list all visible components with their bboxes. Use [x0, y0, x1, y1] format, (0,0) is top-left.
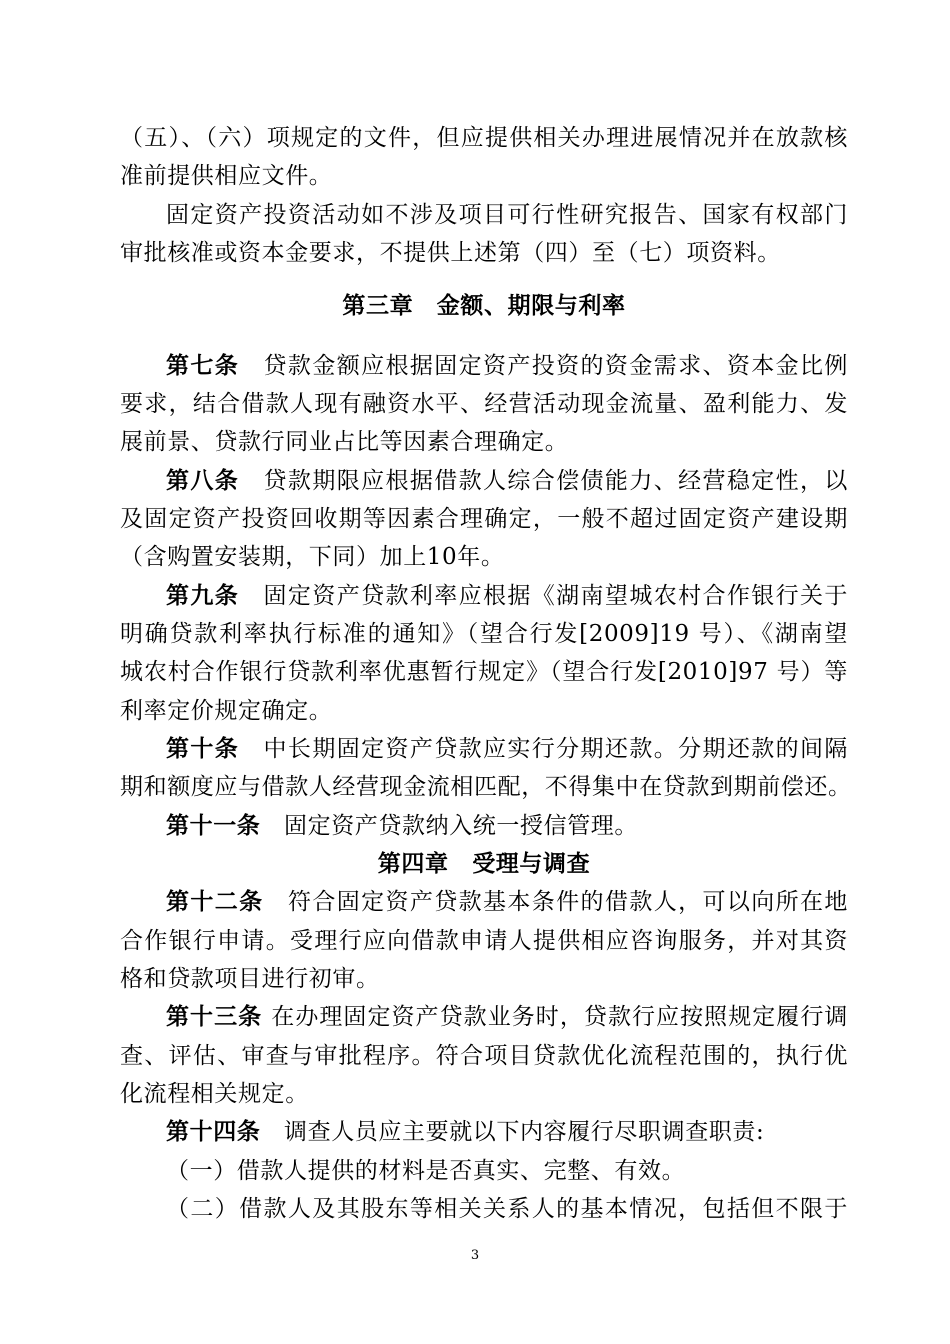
paragraph-line: 化流程相关规定。 [120, 1081, 309, 1107]
article-text: 中长期固定资产贷款应实行分期还款。分期还款的间隔 [263, 736, 848, 762]
article-9 [166, 580, 848, 612]
article-text: 固定资产贷款利率应根据《湖南望城农村合作银行关于 [263, 583, 848, 609]
article-text: 调查人员应主要就以下内容履行尽职调查职责: [284, 1119, 765, 1145]
paragraph-line: 查、评估、审查与审批程序。符合项目贷款优化流程范围的，执行优 [120, 1043, 848, 1069]
paragraph-line: （五）、（六）项规定的文件，但应提供相关办理进展情况并在放款核 [120, 125, 848, 151]
paragraph-line: 格和贷款项目进行初审。 [120, 966, 380, 992]
paragraph-line: 准前提供相应文件。 [120, 163, 333, 189]
article-14 [166, 1116, 848, 1148]
article-label: 第十二条 [166, 888, 288, 915]
article-13 [166, 1001, 848, 1033]
article-10 [166, 733, 848, 765]
article-11 [166, 810, 848, 842]
chapter-heading: 第四章 受理与调查 [377, 850, 591, 877]
list-item: （一）借款人提供的材料是否真实、完整、有效。 [166, 1158, 686, 1184]
paragraph-line: 利率定价规定确定。 [120, 698, 333, 724]
article-label: 第十三条 [166, 1003, 272, 1030]
paragraph-line: （含购置安装期，下同）加上10年。 [120, 544, 505, 570]
paragraph-line: 展前景、贷款行同业占比等因素合理确定。 [120, 429, 569, 455]
paragraph-line: 城农村合作银行贷款利率优惠暂行规定》（望合行发[2010]97 号）等 [120, 659, 848, 685]
article-8 [166, 465, 848, 497]
article-text: 在办理固定资产贷款业务时，贷款行应按照规定履行调 [271, 1004, 848, 1030]
article-label: 第九条 [166, 582, 264, 609]
paragraph-line: 明确贷款利率执行标准的通知》（望合行发[2009]19 号）、《湖南望 [120, 621, 848, 647]
list-item: （二）借款人及其股东等相关关系人的基本情况，包括但不限于 [166, 1196, 848, 1222]
paragraph-line: 合作银行申请。受理行应向借款申请人提供相应咨询服务，并对其资 [120, 928, 848, 954]
chapter-heading: 第三章 金额、期限与利率 [342, 292, 626, 319]
paragraph-line: 及固定资产投资回收期等因素合理确定，一般不超过固定资产建设期 [120, 506, 848, 532]
article-text: 贷款金额应根据固定资产投资的资金需求、资本金比例 [263, 353, 848, 379]
article-label: 第十四条 [166, 1118, 284, 1145]
article-text: 符合固定资产贷款基本条件的借款人，可以向所在地 [287, 889, 849, 915]
article-label: 第七条 [166, 352, 264, 379]
article-label: 第八条 [166, 467, 264, 494]
paragraph-line: 期和额度应与借款人经营现金流相匹配，不得集中在贷款到期前偿还。 [120, 774, 852, 800]
paragraph-line: 要求，结合借款人现有融资水平、经营活动现金流量、盈利能力、发 [120, 391, 848, 417]
paragraph-line: 审批核准或资本金要求，不提供上述第（四）至（七）项资料。 [120, 240, 781, 266]
page-number: 3 [470, 1248, 480, 1263]
article-7 [166, 350, 848, 382]
article-text: 贷款期限应根据借款人综合偿债能力、经营稳定性，以 [263, 468, 848, 494]
article-label: 第十一条 [166, 812, 284, 839]
paragraph-line: 固定资产投资活动如不涉及项目可行性研究报告、国家有权部门 [166, 202, 848, 228]
article-label: 第十条 [166, 735, 264, 762]
article-12 [166, 886, 848, 918]
article-text: 固定资产贷款纳入统一授信管理。 [284, 813, 638, 839]
